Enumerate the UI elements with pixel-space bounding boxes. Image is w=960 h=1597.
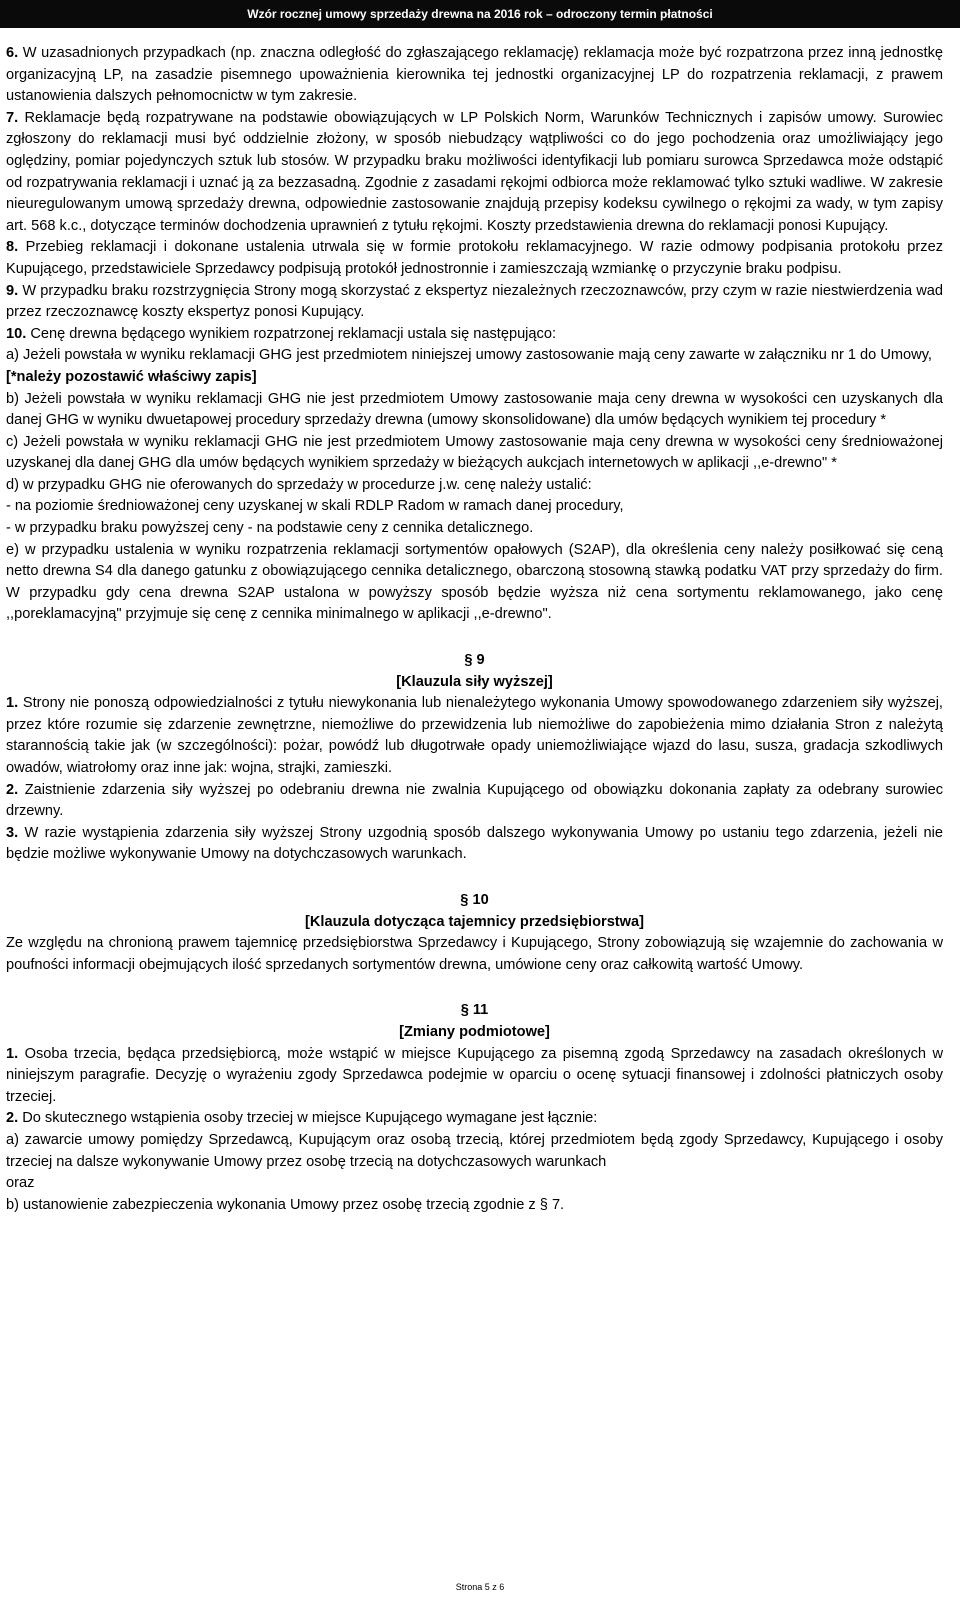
section-10-title: [Klauzula dotycząca tajemnicy przedsiębiorstwa] — [305, 913, 644, 930]
paragraph-number: 1. — [6, 695, 19, 712]
section-9-paragraph-2 — [6, 780, 943, 823]
paragraph-text: W razie wystąpienia zdarzenia siły wyższej Strony uzgodnią sposób dalszego wykonywania Umowy po ustaniu tego zdarzenia, jeżeli nie będzie możliwe wykonywanie Umowy na dotychczasowych warunkach. — [6, 824, 943, 863]
paragraph-number: 9. — [6, 282, 19, 299]
page-number: Strona 5 z 6 — [455, 1582, 505, 1592]
document-body — [6, 43, 943, 1216]
paragraph-text: Osoba trzecia, będąca przedsiębiorcą, może wstąpić w miejsce Kupującego za pisemną zgodą Sprzedawcy na zasadach określonych w niniejszym paragrafie. Decyzję o wyrażeniu zgody Sprzedawca podejmie w oparciu o ocenę sytuacji finansowej i zdolności płatniczych osoby trzeciej. — [6, 1045, 943, 1105]
paragraph-10d-item-1: - na poziomie średnioważonej ceny uzyskanej w skali RDLP Radom w ramach danej procedury, — [6, 498, 624, 515]
paragraph-9 — [6, 281, 943, 324]
paragraph-number: 2. — [6, 781, 19, 798]
section-10-paragraph: Ze względu na chronioną prawem tajemnicę przedsiębiorstwa Sprzedawcy i Kupującego, Strony zobowiązują się wzajemnie do zachowania w poufności informacji obejmujących ilość sprzedanych sortymentów drewna, umówione ceny oraz całkowitą wartość Umowy. — [6, 935, 943, 973]
paragraph-number: 6. — [6, 45, 19, 61]
header-title: Wzór rocznej umowy sprzedaży drewna na 2016 rok – odroczony termin płatności — [247, 7, 713, 21]
paragraph-text: Zaistnienie zdarzenia siły wyższej po odebraniu drewna nie zwalnia Kupującego od obowiązku dokonania zapłaty za odebrany surowiec drzewny. — [6, 781, 943, 820]
paragraph-text: Do skutecznego wstąpienia osoby trzeciej w miejsce Kupującego wymagane jest łącznie: — [18, 1110, 598, 1127]
paragraph-number: 2. — [6, 1110, 19, 1127]
paragraph-10b: b) Jeżeli powstała w wyniku reklamacji GHG nie jest przedmiotem Umowy zastosowanie maja ceny drewna w wysokości cen uzyskanych dla danej GHG w wyniku dwuetapowej procedury sprzedaży drewna (umowy skonsolidowane) dla umów będących wynikiem tej procedury * — [6, 390, 943, 429]
editor-note: [*należy pozostawić właściwy zapis] — [6, 368, 257, 385]
paragraph-10a: a) Jeżeli powstała w wyniku reklamacji GHG jest przedmiotem niniejszej umowy zastosowanie mają ceny zawarte w załączniku nr 1 do Umowy, — [6, 347, 932, 364]
section-9-paragraph-1 — [6, 693, 943, 779]
paragraph-10d-item-2: - w przypadku braku powyższej ceny - na podstawie ceny z cennika detalicznego. — [6, 520, 534, 537]
paragraph-number: 10. — [6, 325, 27, 342]
paragraph-text: Cenę drewna będącego wynikiem rozpatrzonej reklamacji ustala się następująco: — [26, 325, 557, 342]
paragraph-number: 7. — [6, 109, 19, 126]
paragraph-number: 8. — [6, 239, 19, 256]
section-10-number: § 10 — [460, 891, 489, 908]
paragraph-number: 3. — [6, 824, 19, 841]
paragraph-text: W przypadku braku rozstrzygnięcia Strony mogą skorzystać z ekspertyz niezależnych rzeczoznawców, przy czym w razie niestwierdzenia wad przez rzeczoznawcę koszty ekspertyz ponosi Kupujący. — [6, 282, 943, 321]
section-11-title: [Zmiany podmiotowe] — [399, 1023, 550, 1040]
paragraph-10c: c) Jeżeli powstała w wyniku reklamacji GHG nie jest przedmiotem Umowy zastosowanie maja ceny drewna w wysokości ceny średnioważonej uzyskanej dla danej GHG dla umów będących wynikiem sprzedaży w bieżących aukcjach internetowych w aplikacji ,,e-drewno" * — [6, 433, 943, 472]
document-header — [0, 0, 960, 28]
paragraph-10d: d) w przypadku GHG nie oferowanych do sprzedaży w procedurze j.w. cenę należy ustalić: — [6, 476, 592, 493]
page-footer — [0, 1582, 960, 1592]
paragraph-6 — [6, 43, 943, 108]
paragraph-10e: e) w przypadku ustalenia w wyniku rozpatrzenia reklamacji sortymentów opałowych (S2AP), dla określenia ceny należy posiłkować się ceną netto drewna S4 dla danego gatunku z obowiązującego cennika detalicznego, obarczoną stosowną stawką podatku VAT przy sprzedaży do firm. W przypadku gdy cena drewna S2AP ustalona w powyższy sposób będzie wyższa niż cena sortymentu reklamowanego, jako cenę ,,poreklamacyjną" przyjmuje się cenę z cennika minimalnego w aplikacji ,,e-drewno". — [6, 541, 943, 623]
paragraph-text: Strony nie ponoszą odpowiedzialności z tytułu niewykonania lub nienależytego wykonania Umowy spowodowanego zdarzeniem siły wyższej, przez które rozumie się zdarzenie zewnętrzne, niemożliwe do przewidzenia lub niemożliwe do zapobieżenia mimo działania Stron z należytą starannością takie jak (w szczególności): pożar, powódź lub długotrwałe opady uniemożliwiające wjazd do lasu, susza, gradacja szkodliwych owadów, wiatrołomy oraz inne jak: wojna, strajki, zamieszki. — [6, 695, 943, 776]
paragraph-text: W uzasadnionych przypadkach (np. znaczna odległość do zgłaszającego reklamację) reklamacja może być rozpatrzona przez inną jednostkę organizacyjną LP, na zasadzie pisemnego upoważnienia kierownika tej jednostki organizacyjnej LP do rozpatrzenia reklamacji, z prawem ustanowienia dalszych pełnomocnictw w tym zakresie. — [6, 45, 943, 105]
paragraph-7 — [6, 108, 943, 238]
section-11-paragraph-1 — [6, 1044, 943, 1109]
section-11-conjunction: oraz — [6, 1175, 35, 1192]
section-9-number: § 9 — [464, 652, 485, 669]
section-11-paragraph-2a: a) zawarcie umowy pomiędzy Sprzedawcą, Kupującym oraz osobą trzecią, której przedmiotem będą zgody Sprzedawcy, Kupującego i osoby trzeciej na dalsze wykonywanie Umowy przez osobę trzecią na dotychczasowych warunkach — [6, 1131, 943, 1170]
paragraph-10 — [6, 324, 943, 346]
section-11-paragraph-2b: b) ustanowienie zabezpieczenia wykonania Umowy przez osobę trzecią zgodnie z § 7. — [6, 1196, 565, 1213]
section-11-number: § 11 — [460, 1002, 489, 1019]
paragraph-number: 1. — [6, 1045, 19, 1062]
paragraph-8 — [6, 237, 943, 280]
paragraph-text: Reklamacje będą rozpatrywane na podstawie obowiązujących w LP Polskich Norm, Warunków Technicznych i zapisów umowy. Surowiec zgłoszony do reklamacji musi być oddzielnie złożony, w sposób niebudzący wątpliwości co do jego pochodzenia oraz umożliwiający jego oględziny, pomiar pojedynczych sztuk lub stosów. W przypadku braku możliwości identyfikacji lub pomiaru surowca Sprzedawca może odstąpić od rozpatrywania reklamacji i uznać ją za bezzasadną. Zgodnie z zasadami rękojmi odbiorca może reklamować tylko sztuki wadliwe. W zakresie nieuregulowanym umową sprzedaży drewna, odpowiednie zastosowanie znajdują przepisy kodeksu cywilnego o rękojmi za wady, w tym zapisy art. 568 k.c., dotyczące terminów dochodzenia uprawnień z tytułu rękojmi. Koszty przedstawienia drewna do reklamacji ponosi Kupujący. — [6, 109, 943, 234]
section-9-title: [Klauzula siły wyższej] — [396, 673, 553, 690]
paragraph-text: Przebieg reklamacji i dokonane ustalenia utrwala się w formie protokołu reklamacyjnego. W razie odmowy podpisania protokołu przez Kupującego, przedstawiciele Sprzedawcy podpisują protokół jednostronnie i zamieszczają wzmiankę o przyczynie braku podpisu. — [6, 239, 943, 277]
section-11-paragraph-2 — [6, 1108, 943, 1130]
section-9-paragraph-3 — [6, 823, 943, 866]
